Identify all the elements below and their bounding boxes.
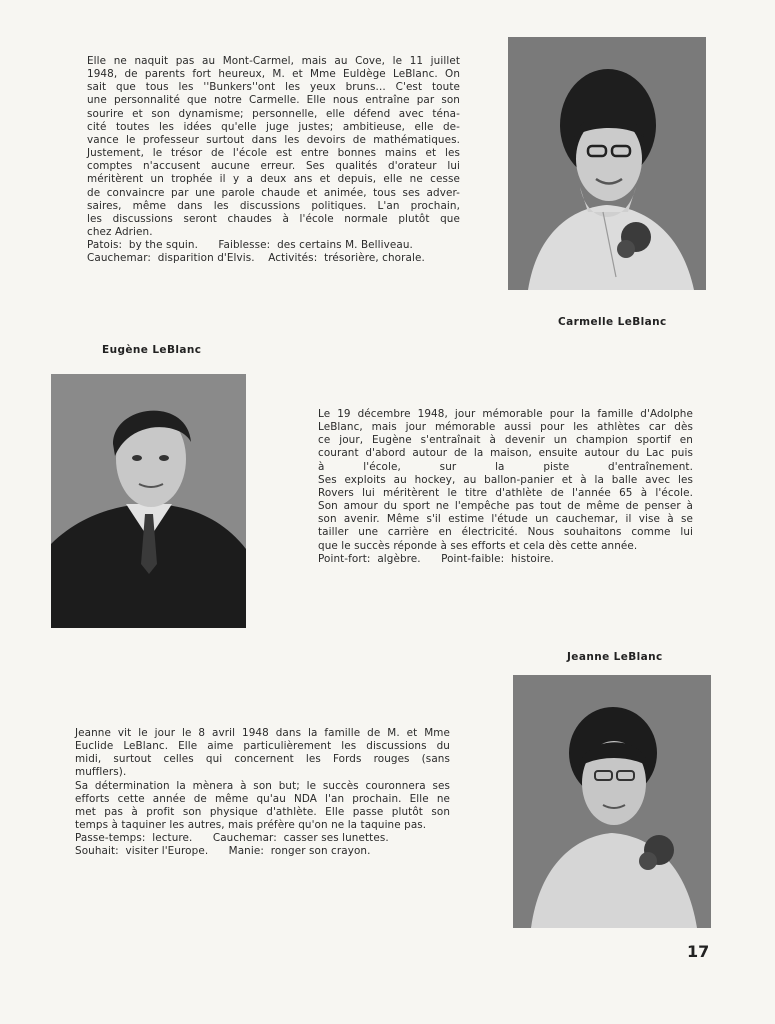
- bio-line: de convaincre par une parole chaude et animée, tous ses adver-: [87, 186, 460, 199]
- bio-line: Sa détermination la mènera à son but; le succès couronnera ses: [75, 779, 450, 792]
- bio-line: courant d'abord autour de la maison, ensuite autour du Lac puis: [318, 447, 693, 460]
- bio-extra-line: Cauchemar: disparition d'Elvis. Activités: trésorière, chorale.: [87, 252, 425, 265]
- bio-line: Jeanne vit le jour le 8 avril 1948 dans la famille de M. et Mme: [75, 727, 450, 739]
- bio-line: ce jour, Eugène s'entraînait à devenir un champion sportif en: [318, 434, 693, 447]
- bio-line: LeBlanc, mais jour mémorable aussi pour les athlètes car dès: [318, 421, 693, 434]
- bio-line: méritèrent un trophée il y a deux ans et depuis, elle ne cesse: [87, 173, 460, 186]
- bio-line: tailler une carrière en électricité. Nous souhaitons comme lui: [318, 526, 693, 539]
- bio-line: sait que tous les ''Bunkers''ont les yeux bruns... C'est toute: [87, 81, 460, 94]
- bio-eugene: [318, 408, 693, 566]
- photo-eugene: [51, 374, 246, 628]
- bio-line: midi, surtout celles qui concernent les Fords rouges (sans: [75, 753, 450, 766]
- bio-line: Rovers lui méritèrent le titre d'athlète de l'année 65 à l'école.: [318, 486, 693, 499]
- photo-carmelle: [508, 37, 706, 290]
- bio-extra-line: Patois: by the squin. Faiblesse: des certains M. Belliveau.: [87, 239, 413, 252]
- bio-line: à l'école, sur la piste d'entraînement.: [318, 460, 693, 473]
- bio-carmelle: [87, 55, 460, 266]
- bio-line: les discussions seront chaudes à l'école normale plutôt que: [87, 212, 460, 225]
- bio-extra-line: Souhait: visiter l'Europe. Manie: ronger son crayon.: [75, 845, 371, 858]
- bio-line: Son amour du sport ne l'empêche pas tout de même de penser à: [318, 500, 693, 513]
- caption-carmelle: Carmelle LeBlanc: [558, 316, 667, 328]
- bio-extra-line: Passe-temps: lecture. Cauchemar: casser ses lunettes.: [75, 832, 389, 845]
- bio-line: chez Adrien.: [87, 226, 153, 239]
- bio-jeanne: [75, 727, 450, 859]
- photo-jeanne: [513, 675, 711, 928]
- bio-line: Ses exploits au hockey, au ballon-panier et à la balle avec les: [318, 473, 693, 486]
- bio-line: sourire et son dynamisme; personnelle, elle défend avec téna-: [87, 107, 460, 120]
- bio-line: comptes n'accusent aucune erreur. Ses qualités d'orateur lui: [87, 160, 460, 173]
- bio-line: cité toutes les idées qu'elle juge justes; ambitieuse, elle de-: [87, 120, 460, 133]
- bio-line: efforts cette année de même qu'au NDA l'an prochain. Elle ne: [75, 792, 450, 805]
- bio-line: une personnalité que notre Carmelle. Elle nous entraîne par son: [87, 94, 460, 107]
- bio-line: Le 19 décembre 1948, jour mémorable pour la famille d'Adolphe: [318, 408, 693, 420]
- bio-line: Euclide LeBlanc. Elle aime particulièrement les discussions du: [75, 740, 450, 753]
- bio-extra-line: Point-fort: algèbre. Point-faible: histoire.: [318, 552, 554, 565]
- bio-line: saires, même dans les discussions politiques. L'an prochain,: [87, 199, 460, 212]
- bio-line: Elle ne naquit pas au Mont-Carmel, mais au Cove, le 11 juillet: [87, 55, 460, 67]
- bio-line: son avenir. Même s'il estime l'étude un cauchemar, il vise à se: [318, 513, 693, 526]
- bio-line: vance le professeur surtout dans les devoirs de mathématiques.: [87, 133, 460, 146]
- page-number: 17: [687, 942, 710, 961]
- bio-line: Justement, le trésor de l'école est entre bonnes mains et les: [87, 147, 460, 160]
- bio-line: que le succès réponde à ses efforts et cela dès cette année.: [318, 539, 638, 552]
- caption-jeanne: Jeanne LeBlanc: [567, 651, 663, 663]
- bio-line: met pas à profit son physique d'athlète. Elle passe plutôt son: [75, 805, 450, 818]
- bio-line: mufflers).: [75, 766, 127, 779]
- bio-line: temps à taquiner les autres, mais préfère qu'on ne la taquine pas.: [75, 819, 427, 832]
- caption-eugene: Eugène LeBlanc: [102, 344, 202, 356]
- bio-line: 1948, de parents fort heureux, M. et Mme Euldège LeBlanc. On: [87, 68, 460, 81]
